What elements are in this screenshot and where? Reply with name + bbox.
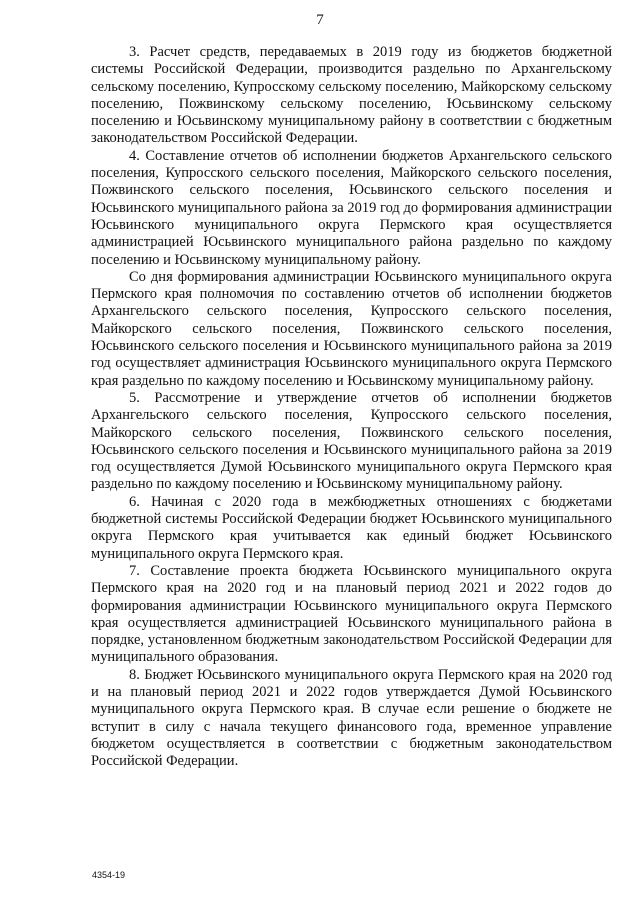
paragraph-5: 5. Рассмотрение и утверждение отчетов об исполнении бюджетов Архангельского сельского поселения, Купросского сельского поселения, Майкорского сельского поселения, Пожвинского сельского поселения, Юсьвинского сельского поселения и Юсьвинского муниципального района за 2019 год осуществляется Думой Юсьвинского муниципального округа Пермского края раздельно по каждому поселению и Юсьвинскому муниципальному району.: [91, 389, 612, 493]
paragraph-6: 6. Начиная с 2020 года в межбюджетных отношениях с бюджетами бюджетной системы Российской Федерации бюджет Юсьвинского муниципального округа Пермского края учитывается как единый бюджет Юсьвинского муниципального округа Пермского края.: [91, 493, 612, 562]
document-code: 4354-19: [92, 870, 126, 880]
paragraph-4: 4. Составление отчетов об исполнении бюджетов Архангельского сельского поселения, Купросского сельского поселения, Майкорского сельского поселения, Пожвинского сельского поселения, Юсьвинского сельского поселения и Юсьвинского муниципального района за 2019 год до формирования администрации Юсьвинского муниципального округа Пермского края осуществляется администрацией Юсьвинского муниципального района раздельно по каждому поселению и Юсьвинскому муниципальному району.: [91, 147, 612, 268]
paragraph-3: 3. Расчет средств, передаваемых в 2019 году из бюджетов бюджетной системы Российской Федерации, производится раздельно по Архангельскому сельскому поселению, Купросскому сельскому поселению, Майкорскому сельскому поселению, Пожвинскому сельскому поселению, Юсьвинскому сельскому поселению и Юсьвинскому муниципальному району в соответствии с бюджетным законодательством Российской Федерации.: [91, 44, 612, 147]
document-body: [91, 44, 612, 770]
page-number: 7: [316, 12, 324, 28]
paragraph-7: 7. Составление проекта бюджета Юсьвинского муниципального округа Пермского края на 2020 год и на плановый период 2021 и 2022 годов до формирования администрации Юсьвинского муниципального округа Пермского края осуществляется администрацией Юсьвинского муниципального района в порядке, установленном бюджетным законодательством Российской Федерации для муниципального образования.: [91, 562, 612, 666]
paragraph-8: 8. Бюджет Юсьвинского муниципального округа Пермского края на 2020 год и на плановый период 2021 и 2022 годов утверждается Думой Юсьвинского муниципального округа Пермского края. В случае если решение о бюджете не вступит в силу с начала текущего финансового года, временное управление бюджетом осуществляется в соответствии с бюджетным законодательством Российской Федерации.: [91, 666, 612, 770]
paragraph-4-continued: Со дня формирования администрации Юсьвинского муниципального округа Пермского края полномочия по составлению отчетов об исполнении бюджетов Архангельского сельского поселения, Купросского сельского поселения, Майкорского сельского поселения, Пожвинского сельского поселения, Юсьвинского сельского поселения и Юсьвинского муниципального района за 2019 год осуществляет администрация Юсьвинского муниципального округа Пермского края раздельно по каждому поселению и Юсьвинскому муниципальному району.: [91, 268, 612, 389]
